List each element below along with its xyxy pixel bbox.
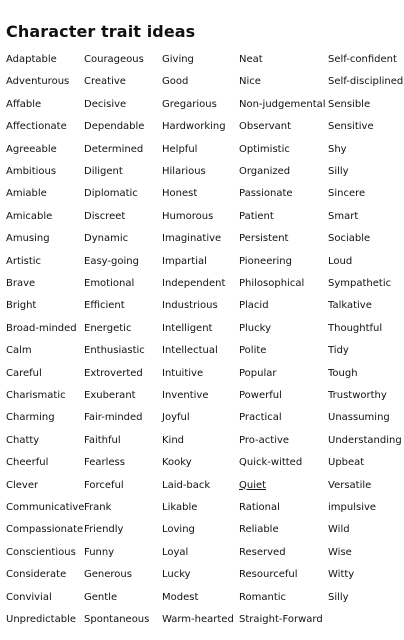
trait-word: Neat: [239, 54, 263, 65]
trait-word: Talkative: [328, 300, 372, 312]
trait-word: Powerful: [239, 390, 282, 401]
trait-word: Industrious: [162, 300, 218, 312]
trait-word: Communicative: [6, 502, 85, 513]
trait-word: Imaginative: [162, 233, 222, 245]
trait-word: Gregarious: [162, 98, 217, 110]
trait-word: Warm-hearted: [162, 614, 234, 625]
trait-word: Charismatic: [6, 390, 66, 401]
trait-word: Diligent: [84, 166, 123, 177]
trait-word: Dependable: [84, 121, 145, 133]
trait-word: Smart: [328, 210, 359, 222]
trait-word: Forceful: [84, 479, 124, 491]
trait-word: Loud: [328, 255, 353, 267]
trait-word: Clever: [6, 479, 39, 491]
trait-word: Considerate: [6, 569, 67, 581]
trait-word: Non-judgemental: [239, 98, 326, 110]
trait-word: Shy: [328, 143, 347, 155]
trait-word: Kind: [162, 434, 185, 446]
trait-word: Diplomatic: [84, 188, 138, 200]
trait-word: Broad-minded: [6, 322, 77, 334]
trait-word: Intelligent: [162, 322, 213, 334]
trait-word: Affectionate: [6, 121, 67, 133]
trait-word: Loyal: [162, 546, 189, 558]
trait-word: Impartial: [162, 255, 207, 267]
trait-word: Brave: [6, 278, 36, 289]
trait-word: Easy-going: [84, 255, 139, 267]
trait-word: Humorous: [162, 210, 214, 222]
trait-word: Loving: [162, 524, 195, 536]
trait-word: Quiet: [239, 479, 267, 491]
trait-word: Spontaneous: [84, 614, 150, 625]
trait-word: Exuberant: [84, 390, 136, 401]
trait-word: Generous: [84, 569, 132, 581]
trait-word: Polite: [239, 345, 267, 357]
trait-word: Giving: [162, 54, 194, 65]
trait-word: Independent: [162, 278, 226, 289]
trait-word: Adventurous: [6, 76, 70, 88]
trait-word: Unassuming: [328, 412, 390, 424]
trait-word: Sociable: [328, 233, 371, 245]
trait-word: Optimistic: [239, 143, 290, 155]
trait-word: Thoughtful: [328, 322, 383, 334]
trait-word: Popular: [239, 367, 277, 379]
trait-word: Efficient: [84, 300, 125, 312]
trait-word: Charming: [6, 412, 55, 424]
trait-word: Faithful: [84, 434, 121, 446]
trait-word: Upbeat: [328, 457, 365, 469]
trait-word: Rational: [239, 502, 280, 513]
trait-word: Energetic: [84, 322, 132, 334]
trait-word: Understanding: [328, 434, 402, 446]
trait-word: Decisive: [84, 98, 127, 110]
trait-word: Persistent: [239, 233, 289, 245]
trait-word: Amusing: [6, 233, 50, 245]
trait-word: Pro-active: [239, 434, 290, 446]
trait-word: Careful: [6, 367, 42, 379]
trait-word: Tough: [328, 367, 358, 379]
trait-word: Fearless: [84, 457, 125, 469]
trait-word: Compassionate: [6, 524, 84, 536]
trait-word: Conscientious: [6, 546, 76, 558]
trait-word: Funny: [84, 546, 115, 558]
trait-word: Agreeable: [6, 143, 57, 155]
trait-word: Determined: [84, 143, 144, 155]
trait-word: Intellectual: [162, 345, 218, 357]
trait-word: Laid-back: [162, 479, 211, 491]
trait-word: Creative: [84, 76, 126, 88]
trait-word: Lucky: [162, 569, 191, 581]
trait-word: Bright: [6, 300, 37, 312]
trait-word: Honest: [162, 188, 198, 200]
trait-word: Wise: [328, 546, 352, 558]
trait-word: Extroverted: [84, 367, 143, 379]
trait-word: Self-confident: [328, 54, 397, 65]
trait-word: Wild: [328, 524, 350, 536]
trait-word: Resourceful: [239, 569, 298, 581]
trait-word: Patient: [239, 210, 274, 222]
trait-word: Passionate: [239, 188, 293, 200]
trait-word: Straight-Forward: [239, 614, 323, 625]
trait-word: Practical: [239, 412, 282, 424]
trait-word: Frank: [84, 502, 112, 513]
trait-word: Friendly: [84, 524, 124, 536]
trait-word: Hardworking: [162, 121, 226, 133]
trait-word: Chatty: [6, 434, 40, 446]
trait-word: Witty: [328, 569, 355, 581]
trait-word: Self-disciplined: [328, 76, 404, 88]
trait-word: Romantic: [239, 591, 287, 603]
trait-word: Adaptable: [6, 54, 57, 65]
trait-word: Nice: [239, 76, 261, 88]
trait-word: Versatile: [328, 479, 372, 491]
trait-word: Sincere: [328, 188, 366, 200]
trait-word: Enthusiastic: [84, 345, 145, 357]
trait-word: Tidy: [328, 345, 349, 357]
trait-word: Observant: [239, 121, 291, 133]
trait-word: Kooky: [162, 457, 192, 469]
trait-word: Artistic: [6, 255, 42, 267]
trait-word: Placid: [239, 300, 269, 312]
trait-word: Cheerful: [6, 457, 49, 469]
trait-word: Discreet: [84, 210, 126, 222]
trait-word: Calm: [6, 345, 32, 357]
trait-word: Philosophical: [239, 278, 305, 289]
trait-word: Modest: [162, 591, 199, 603]
trait-word: Amiable: [6, 188, 47, 200]
trait-word: Likable: [162, 502, 198, 513]
trait-word: Courageous: [84, 54, 144, 65]
trait-word: Quick-witted: [239, 457, 303, 469]
trait-word: Sensible: [328, 98, 371, 110]
trait-word: Sympathetic: [328, 278, 392, 289]
trait-word: Pioneering: [239, 255, 292, 267]
trait-word: Organized: [239, 166, 291, 177]
trait-word: Ambitious: [6, 166, 57, 177]
trait-word: Good: [162, 76, 189, 88]
trait-word: impulsive: [328, 502, 377, 513]
trait-word: Fair-minded: [84, 412, 143, 424]
trait-word: Hilarious: [162, 166, 206, 177]
trait-word: Amicable: [6, 210, 53, 222]
trait-word: Sensitive: [328, 121, 374, 133]
trait-word: Reliable: [239, 524, 279, 536]
trait-word: Plucky: [239, 322, 271, 334]
trait-word: Emotional: [84, 278, 135, 289]
trait-word: Inventive: [162, 390, 209, 401]
trait-word: Silly: [328, 591, 349, 603]
trait-word: Dynamic: [84, 233, 129, 245]
trait-word: Affable: [6, 98, 42, 110]
trait-word: Helpful: [162, 143, 198, 155]
trait-word: Convivial: [6, 591, 52, 603]
trait-word: Gentle: [84, 591, 118, 603]
page-title: Character trait ideas: [6, 22, 196, 41]
trait-word: Intuitive: [162, 367, 204, 379]
trait-word: Unpredictable: [6, 614, 76, 625]
trait-word: Trustworthy: [328, 390, 387, 401]
trait-word: Silly: [328, 166, 349, 177]
trait-word: Reserved: [239, 546, 286, 558]
trait-word: Joyful: [162, 412, 190, 424]
